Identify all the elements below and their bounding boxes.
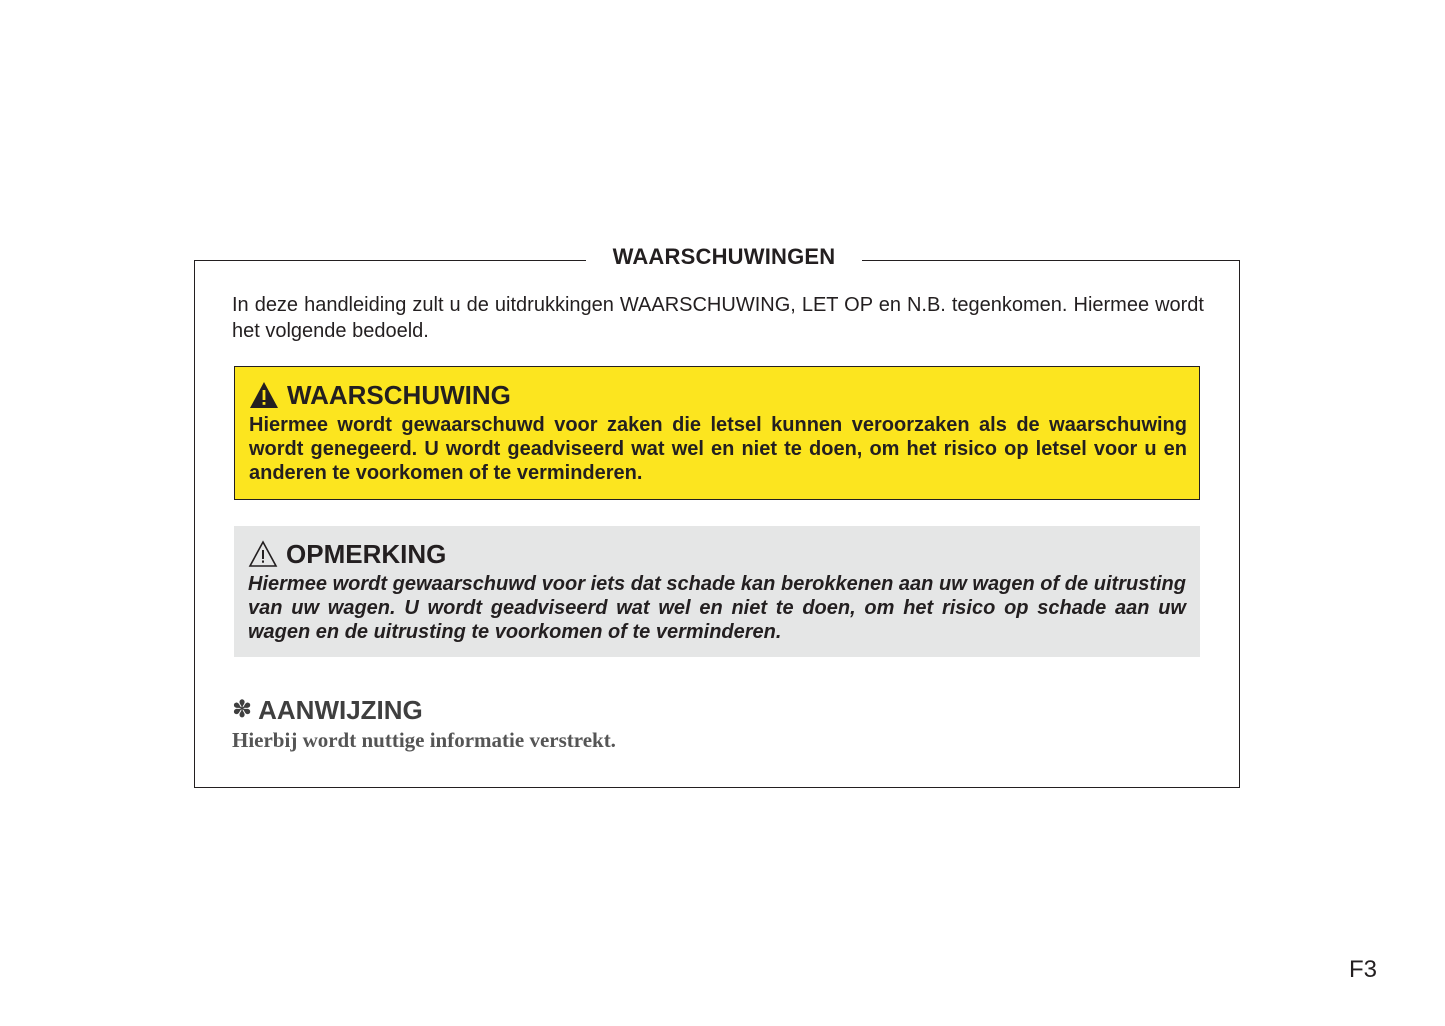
warning-triangle-outline-icon: [248, 540, 278, 568]
warning-box: [234, 366, 1200, 500]
note-title: AANWIJZING: [258, 695, 423, 725]
caution-title: OPMERKING: [286, 539, 447, 569]
warning-title: WAARSCHUWING: [287, 380, 511, 410]
warning-triangle-filled-icon: [249, 381, 279, 409]
warning-header: [249, 379, 511, 411]
page-number: F3: [1348, 956, 1377, 983]
section-title: WAARSCHUWINGEN: [586, 241, 862, 273]
warning-text: Hiermee wordt gewaarschuwd voor zaken die letsel kunnen veroorzaken als de waarschuwing wordt genegeerd. U wordt geadviseerd wat wel en niet te doen, om het risico op letsel voor u en anderen te voorkomen of te verminderen.: [249, 414, 1187, 484]
note-text: Hierbij wordt nuttige informatie verstrekt.: [232, 728, 616, 752]
caution-box: [234, 526, 1200, 657]
asterisk-icon: ✽: [232, 696, 253, 723]
intro-paragraph: In deze handleiding zult u de uitdrukkingen WAARSCHUWING, LET OP en N.B. tegenkomen. Hiermee wordt het volgende bedoeld.: [232, 294, 1204, 342]
note-header: [232, 694, 423, 726]
caution-header: [248, 538, 446, 570]
caution-text: Hiermee wordt gewaarschuwd voor iets dat schade kan berokkenen aan uw wagen of de uitrusting van uw wagen. U wordt geadviseerd wat wel en niet te doen, om het risico op schade aan uw wagen en de uitrusting te voorkomen of te verminderen.: [248, 573, 1186, 643]
